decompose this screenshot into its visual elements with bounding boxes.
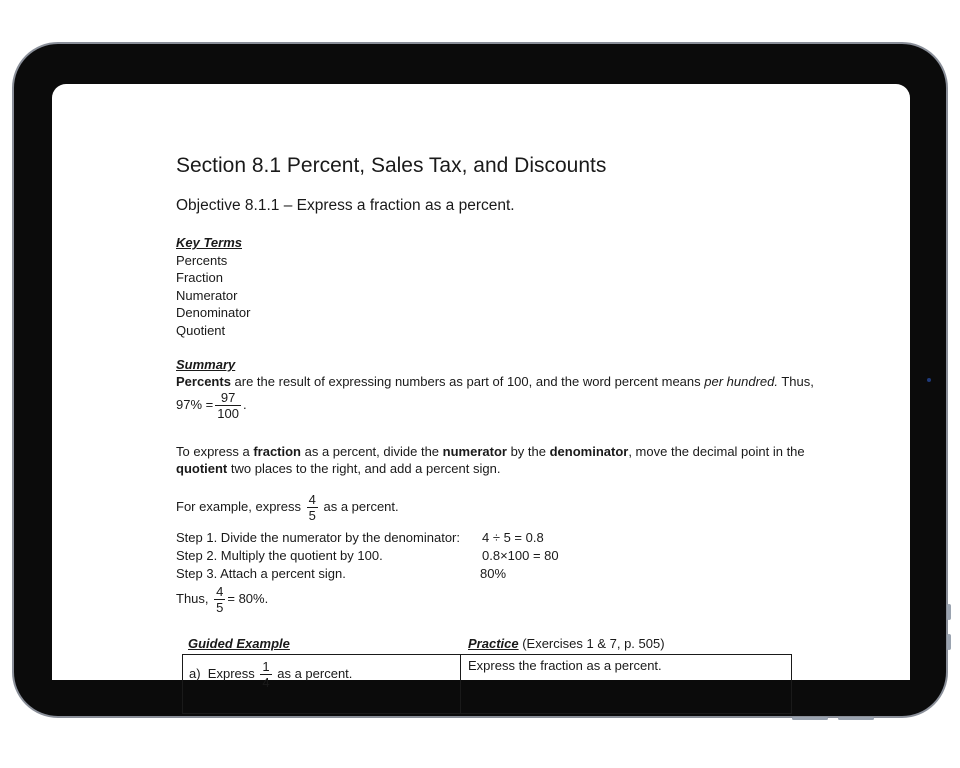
fraction: $\frac{4}{5}$ [308, 492, 316, 523]
power-button [792, 717, 828, 720]
example-table [182, 654, 792, 714]
camera-icon [927, 378, 931, 382]
key-terms-block [176, 234, 250, 339]
step-label: Step 2. Multiply the quotient by 100. [176, 548, 383, 563]
guided-example-heading: Guided Example [188, 636, 290, 651]
document-screen[interactable] [52, 84, 910, 690]
step-label: Step 1. Divide the numerator by the denominator: [176, 530, 460, 545]
summary-paragraph: Percents are the result of expressing numbers as part of 100, and the word percent means per hundred. Thus, 97% = $\frac{97}{100}$ . [176, 374, 814, 421]
key-term: Percents [176, 252, 228, 268]
section-title: Section 8.1 Percent, Sales Tax, and Discounts [176, 154, 607, 177]
step-value: 80% [480, 566, 507, 581]
summary-heading: Summary [176, 357, 236, 372]
step-row [176, 529, 816, 547]
objective-heading: Objective 8.1.1 – Express a fraction as a percent. [176, 197, 515, 214]
fraction: $\frac{4}{5}$ [216, 584, 224, 615]
key-terms-heading: Key Terms [176, 235, 242, 250]
example-result: Thus, $\frac{4}{5}$ = 80%. [176, 584, 269, 615]
term-percents: Percents [176, 374, 231, 389]
fraction: $\frac{1}{4}$ [262, 659, 270, 690]
key-term: Quotient [176, 322, 226, 338]
practice-cell: Express the fraction as a percent. [468, 658, 662, 673]
equation-left: 97% = [176, 396, 214, 412]
practice-heading-group [468, 636, 665, 651]
fraction: $\frac{97}{100}$ [217, 390, 239, 421]
guided-example-cell: a) Express $\frac{1}{4}$ as a percent. [189, 659, 353, 690]
summary-paragraph: To express a fraction as a percent, divide the numerator by the denominator, move the decimal point in the quotient two places to the right, and add a percent sign. [176, 444, 805, 476]
key-term: Numerator [176, 287, 238, 303]
volume-button [947, 604, 951, 620]
steps-list [176, 529, 816, 583]
key-term: Fraction [176, 270, 223, 285]
step-label: Step 3. Attach a percent sign. [176, 566, 346, 581]
step-value: 4 ÷ 5 = 0.8 [482, 530, 544, 545]
example-intro: For example, express $\frac{4}{5}$ as a percent. [176, 492, 399, 523]
step-row [176, 565, 816, 583]
step-row [176, 547, 816, 565]
key-term: Denominator [176, 305, 251, 320]
practice-heading: Practice [468, 636, 519, 651]
table-divider [460, 655, 461, 713]
power-button [838, 717, 874, 720]
practice-note: (Exercises 1 & 7, p. 505) [518, 636, 665, 651]
summary-block [176, 356, 816, 477]
volume-button [947, 634, 951, 650]
step-value: 0.8×100 = 80 [482, 548, 559, 563]
